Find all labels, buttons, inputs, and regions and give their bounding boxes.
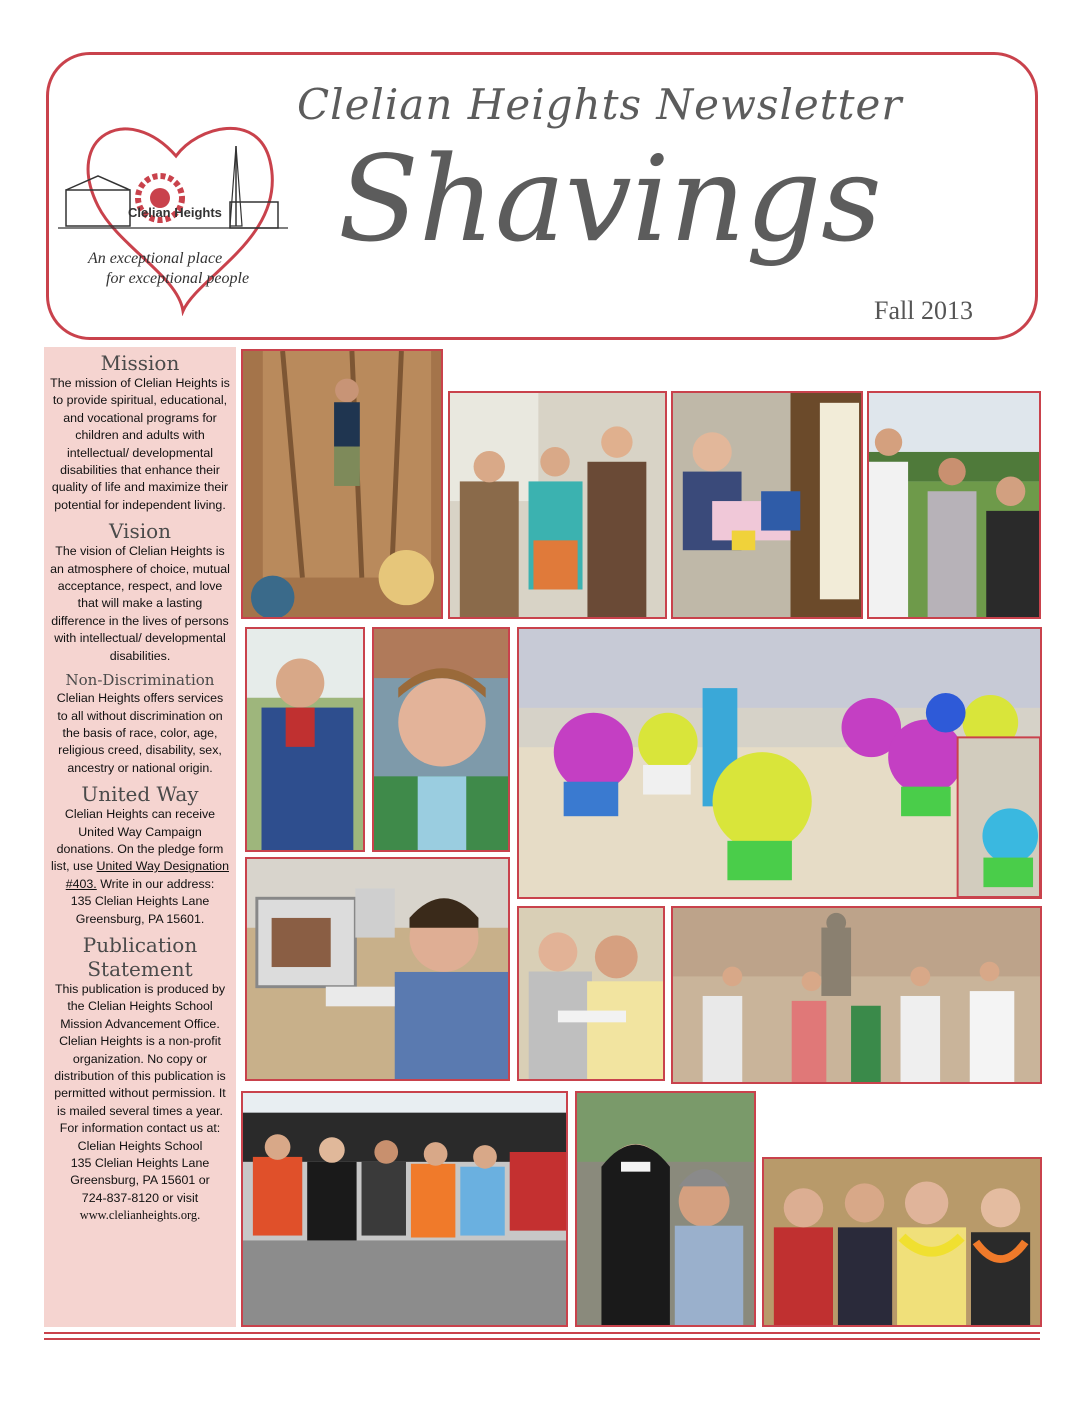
united-way-address-note: Write in our address: [100, 876, 215, 891]
photo-amusement-ride [241, 1091, 568, 1327]
mission-heading: Mission [100, 351, 180, 375]
publication-website[interactable]: www.clelianheights.org. [79, 1208, 201, 1223]
photo-computer-lab [245, 857, 510, 1081]
publication-address-line-1: 135 Clelian Heights Lane [70, 1156, 210, 1171]
publication-heading-line-2: Statement [87, 956, 193, 981]
publication-address-line-2: Greensburg, PA 15601 or [70, 1173, 210, 1188]
vision-text: The vision of Clelian Heights is an atmosphere of choice, mutual acceptance, respect, and love that will make a lasting difference in the lives of persons with intellectual/ developmental disabilities. [50, 544, 230, 663]
photo-classroom-crafts [671, 391, 863, 619]
logo-name: Clelian Heights [128, 205, 222, 220]
photo-outdoor-group [867, 391, 1041, 619]
united-way-address-line-2: Greensburg, PA 15601. [75, 911, 205, 926]
publication-heading-line-1: Publication [82, 932, 198, 957]
photo-boy-jacket [245, 627, 365, 852]
united-way-text [50, 806, 230, 928]
logo-tagline [88, 249, 249, 289]
tagline-line-2: for exceptional people [106, 270, 250, 287]
publication-statement: This publication is produced by the Clelian Heights School Mission Advancement Office. Clelian Heights is a non-profit organization. No copy or distribution of this publication is permitted without permission. It is mailed several times a year. For information contact us at: Clelian Heights School [54, 981, 226, 1153]
mission-text: The mission of Clelian Heights is to provide spiritual, educational, and vocational programs for children and adults with intellectual/ developmental disabilities that enhance their quality of life and maximize their potential for independent living. [50, 376, 230, 512]
photo-sister-dancing [575, 1091, 756, 1327]
photo-gym-balloons [517, 627, 1042, 899]
photo-climbing-wall [241, 349, 443, 619]
masthead-title: Shavings [338, 130, 882, 268]
united-way-designation-link[interactable]: United Way Designation #403. [65, 859, 229, 891]
photo-ruler-award [517, 906, 665, 1081]
footer-rule-bottom [44, 1338, 1040, 1340]
issue-date: Fall 2013 [874, 296, 973, 325]
photo-smiling-boy [372, 627, 510, 852]
photo-chapel-celebration [671, 906, 1042, 1084]
photo-group-leis [762, 1157, 1042, 1327]
united-way-intro: Clelian Heights can receive United Way Campaign donations. On the pledge form list, use [51, 807, 224, 874]
photo-costumes [448, 391, 667, 619]
newsletter-title: Clelian Heights Newsletter [297, 80, 903, 129]
tagline-line-1: An exceptional place [88, 250, 223, 267]
publication-text [50, 981, 230, 1225]
non-discrimination-text: Clelian Heights offers services to all without discrimination on the basis of race, color, age, religious creed, disability, sex, ancestry or national origin. [56, 691, 224, 775]
vision-heading: Vision [108, 519, 172, 544]
non-discrimination-heading: Non-Discrimination [65, 671, 215, 690]
united-way-heading: United Way [81, 782, 199, 807]
united-way-address-line-1: 135 Clelian Heights Lane [70, 894, 210, 909]
publication-phone: 724-837-8120 or visit [81, 1190, 199, 1205]
sidebar [44, 347, 236, 1327]
footer-rule-top [44, 1332, 1040, 1334]
